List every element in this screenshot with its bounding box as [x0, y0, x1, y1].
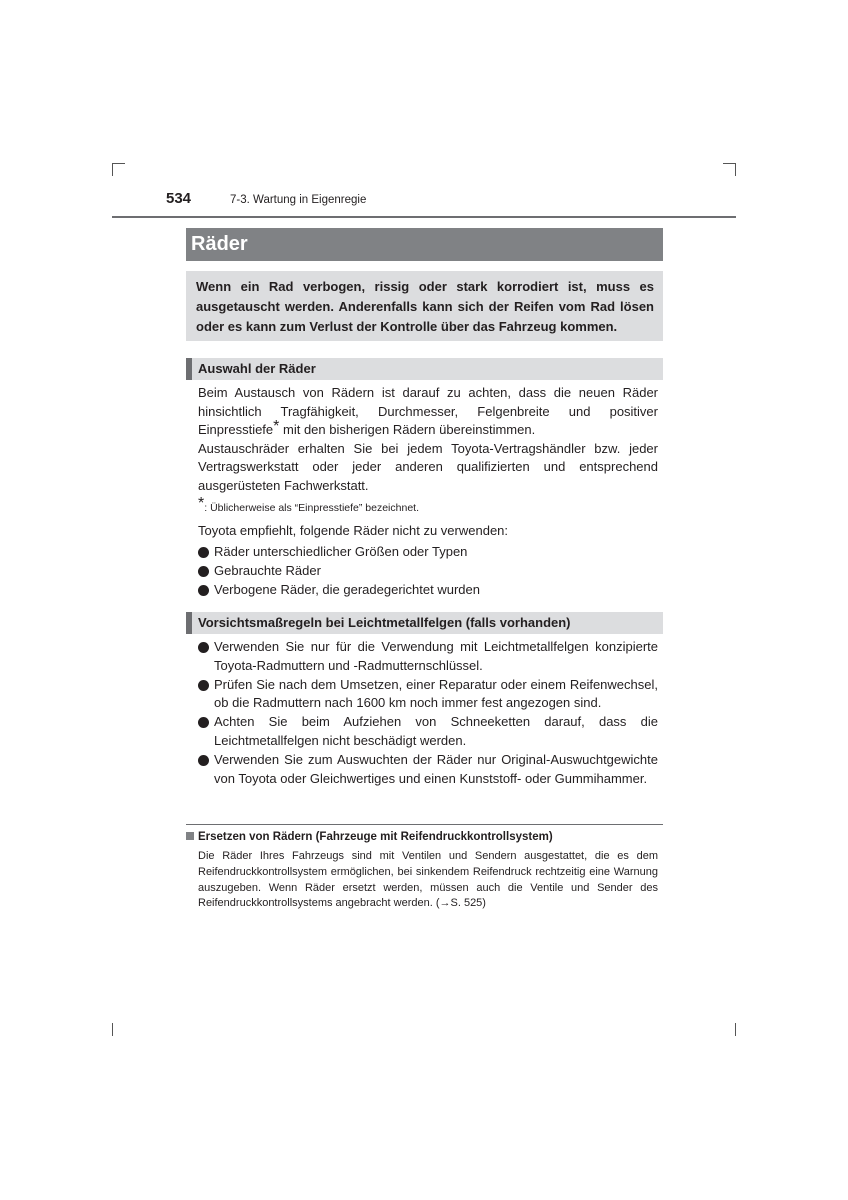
- warning-box: Wenn ein Rad verbogen, rissig oder stark korrodiert ist, muss es ausgetauscht werden. Anderenfalls kann sich der Reifen vom Rad lösen oder es kann zum Verlust der Kontrolle über das Fahrzeug kommen.: [186, 271, 663, 341]
- paragraph-replacement: [198, 384, 658, 440]
- crop-mark-top-right-v: [735, 163, 736, 176]
- note-text: Die Räder Ihres Fahrzeugs sind mit Ventilen und Sendern ausgestattet, die es dem Reifendruckkontrollsystem ermöglichen, bei sinkendem Reifendruck rechtzeitig eine Warnung auszugeben. Wenn Räder ersetzt werden, müssen auch die Ventile und Sender des Reifendruckkontrollsystems angebracht werden. (→S. 525): [198, 850, 658, 910]
- avoid-wheels-list: [198, 543, 658, 599]
- list-item-text: Achten Sie beim Aufziehen von Schneeketten darauf, dass die Leichtmetallfelgen nicht beschädigt werden.: [214, 714, 658, 748]
- list-item-text: Verbogene Räder, die geradegerichtet wurden: [214, 581, 480, 597]
- footnote-text: : Üblicherweise als “Einpresstiefe” bezeichnet.: [204, 502, 419, 514]
- list-item: [198, 713, 658, 751]
- list-item: [198, 638, 658, 676]
- section-heading-alloy-precautions: Vorsichtsmaßregeln bei Leichtmetallfelgen (falls vorhanden): [186, 612, 663, 634]
- list-item-text: Verwenden Sie nur für die Verwendung mit Leichtmetallfelgen konzipierte Toyota-Radmuttern und -Radmutternschlüssel.: [214, 639, 658, 673]
- bullet-icon: [198, 717, 209, 728]
- bullet-icon: [198, 755, 209, 766]
- paragraph-dealer: Austauschräder erhalten Sie bei jedem Toyota-Vertragshändler bzw. jeder Vertragswerkstatt oder jeder anderen qualifizierten und entsprechend ausgerüsteten Fachwerkstatt.: [198, 440, 658, 493]
- section-path: 7-3. Wartung in Eigenregie: [230, 194, 367, 206]
- alloy-precautions-list: [198, 638, 658, 788]
- page-number: 534: [166, 190, 192, 207]
- crop-mark-top-left-v: [112, 163, 113, 176]
- list-item-text: Räder unterschiedlicher Größen oder Typen: [214, 544, 468, 559]
- list-item-text: Verwenden Sie zum Auswuchten der Räder nur Original-Auswuchtgewichte von Toyota oder Gleichwertiges und einen Kunststoff- oder Gummihammer.: [214, 751, 658, 786]
- bullet-icon: [198, 566, 209, 577]
- paragraph-replacement-part2: mit den bisherigen Rädern übereinstimmen.: [279, 422, 536, 437]
- bullet-icon: [198, 585, 209, 596]
- bullet-icon: [198, 680, 209, 691]
- paragraph-recommendation: Toyota empfiehlt, folgende Räder nicht zu verwenden:: [198, 522, 509, 538]
- square-bullet-icon: [186, 832, 194, 840]
- page-title: Räder: [186, 228, 663, 261]
- list-item-text: Gebrauchte Räder: [214, 562, 321, 578]
- list-item-text: Prüfen Sie nach dem Umsetzen, einer Reparatur oder einem Reifenwechsel, ob die Radmuttern nach 1600 km noch immer fest angezogen sind.: [214, 676, 658, 711]
- list-item: [198, 543, 658, 562]
- footnote-marker: *: [273, 418, 280, 435]
- header-rule: [112, 216, 736, 218]
- list-item: [198, 676, 658, 714]
- footnote: [198, 495, 658, 518]
- section-heading-wheel-selection: Auswahl der Räder: [186, 358, 663, 380]
- list-item: [198, 751, 658, 789]
- list-item: [198, 562, 658, 581]
- list-item: [198, 581, 658, 600]
- crop-mark-top-left-h: [112, 163, 125, 164]
- footnote-star: *: [198, 495, 205, 512]
- note-divider: [186, 824, 663, 825]
- bullet-icon: [198, 547, 209, 558]
- bullet-icon: [198, 642, 209, 653]
- crop-mark-bottom-left-v: [112, 1023, 113, 1036]
- paragraph-replacement-part1: Beim Austausch von Rädern ist darauf zu achten, dass die neuen Räder hinsichtlich Tragfähigkeit, Durchmesser, Felgenbreite und positiver Einpresstiefe: [198, 385, 658, 437]
- wheel-selection-text: [198, 384, 658, 540]
- crop-mark-bottom-right-v: [735, 1023, 736, 1036]
- note-heading: [186, 831, 553, 843]
- note-heading-text: Ersetzen von Rädern (Fahrzeuge mit Reifendruckkontrollsystem): [198, 831, 553, 843]
